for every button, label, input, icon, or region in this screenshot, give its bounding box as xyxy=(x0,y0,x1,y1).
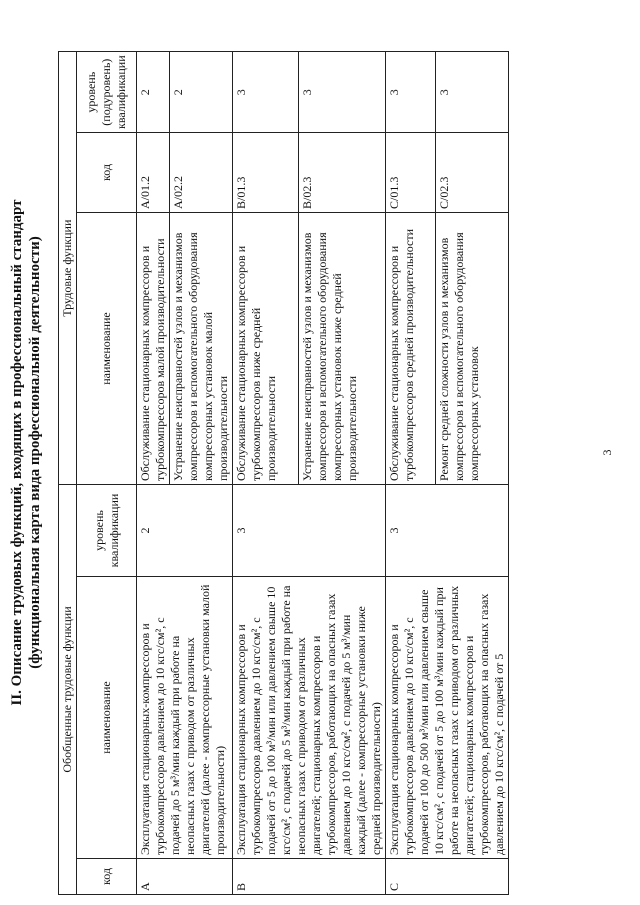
gtf-level: 2 xyxy=(137,485,233,577)
tf-level: 3 xyxy=(299,52,386,133)
table-row xyxy=(137,52,170,895)
header-tf-name: наименование xyxy=(77,213,137,485)
tf-level: 2 xyxy=(137,52,170,133)
header-level: уровень квалификации xyxy=(77,485,137,577)
header-code: код xyxy=(77,859,137,895)
gtf-name: Эксплуатация стационарных компрессоров и турбокомпрессоров давлением до 10 кгс/см², с подачей от 100 до 500 м³/мин или давлением свыше 10 кгс/см², с подачей от 5 до 100 м³/мин каждый при работе на неопасных газах с приводом от различных двигателей; стационарных компрессоров и турбокомпрессоров, работающих на опасных газах давлением до 10 кгс/см², с подачей от 5 xyxy=(386,577,509,859)
tf-name: Обслуживание стационарных компрессоров и турбокомпрессоров средней производительности xyxy=(386,213,436,485)
header-name: наименование xyxy=(77,577,137,859)
header-labor-functions: Трудовые функции xyxy=(59,52,77,485)
tf-code: B/01.3 xyxy=(233,133,299,213)
tf-name: Обслуживание стационарных компрессоров и турбокомпрессоров малой производительности xyxy=(137,213,170,485)
page-number: 3 xyxy=(600,449,614,456)
gtf-code: B xyxy=(233,859,386,895)
tf-name: Обслуживание стационарных компрессоров и турбокомпрессоров ниже средней производительности xyxy=(233,213,299,485)
section-subtitle: (функциональная карта вида профессиональной деятельности) xyxy=(27,236,43,669)
gtf-code: C xyxy=(386,859,509,895)
table-row xyxy=(233,52,299,895)
tf-name: Устранение неисправностей узлов и механизмов компрессоров и вспомогательного оборудования компрессорных установок малой производительности xyxy=(170,213,233,485)
header-tf-code: код xyxy=(77,133,137,213)
section-title: II. Описание трудовых функций, входящих в профессиональный стандарт xyxy=(9,199,25,706)
tf-code: A/02.2 xyxy=(170,133,233,213)
tf-name: Ремонт средней сложности узлов и механизмов компрессоров и вспомогательного оборудования компрессорных установок xyxy=(436,213,509,485)
functional-map-table xyxy=(58,51,509,895)
tf-code: B/02.3 xyxy=(299,133,386,213)
gtf-code: A xyxy=(137,859,233,895)
tf-level: 3 xyxy=(386,52,436,133)
gtf-level: 3 xyxy=(386,485,509,577)
tf-level: 3 xyxy=(233,52,299,133)
tf-level: 2 xyxy=(170,52,233,133)
tf-name: Устранение неисправностей узлов и механизмов компрессоров и вспомогательного оборудования компрессорных установок ниже средней производительности xyxy=(299,213,386,485)
gtf-name: Эксплуатация стационарных-компрессоров и турбокомпрессоров давлением до 10 кгс/см², с подачей до 5 м³/мин каждый при работе на неопасных газах с приводом от различных двигателей (далее - компрессорные установки малой производительности) xyxy=(137,577,233,859)
tf-code: A/01.2 xyxy=(137,133,170,213)
tf-code: C/02.3 xyxy=(436,133,509,213)
gtf-name: Эксплуатация стационарных компрессоров и турбокомпрессоров давлением до 10 кгс/см², с подачей от 5 до 100 м³/мин или давлением свыше 10 кгс/см², с подачей до 5 м³/мин каждый при работе на неопасных газах с приводом от различных двигателей; стационарных компрессоров и турбокомпрессоров, работающих на опасных газах давлением до 10 кгс/см², с подачей до 5 м³/мин каждый (далее - компрессорные установки ниже средней производительности) xyxy=(233,577,386,859)
header-tf-level: уровень (подуровень) квалификации xyxy=(77,52,137,133)
header-generalized: Обобщенные трудовые функции xyxy=(59,485,77,895)
tf-code: C/01.3 xyxy=(386,133,436,213)
table-row xyxy=(386,52,436,895)
gtf-level: 3 xyxy=(233,485,386,577)
tf-level: 3 xyxy=(436,52,509,133)
